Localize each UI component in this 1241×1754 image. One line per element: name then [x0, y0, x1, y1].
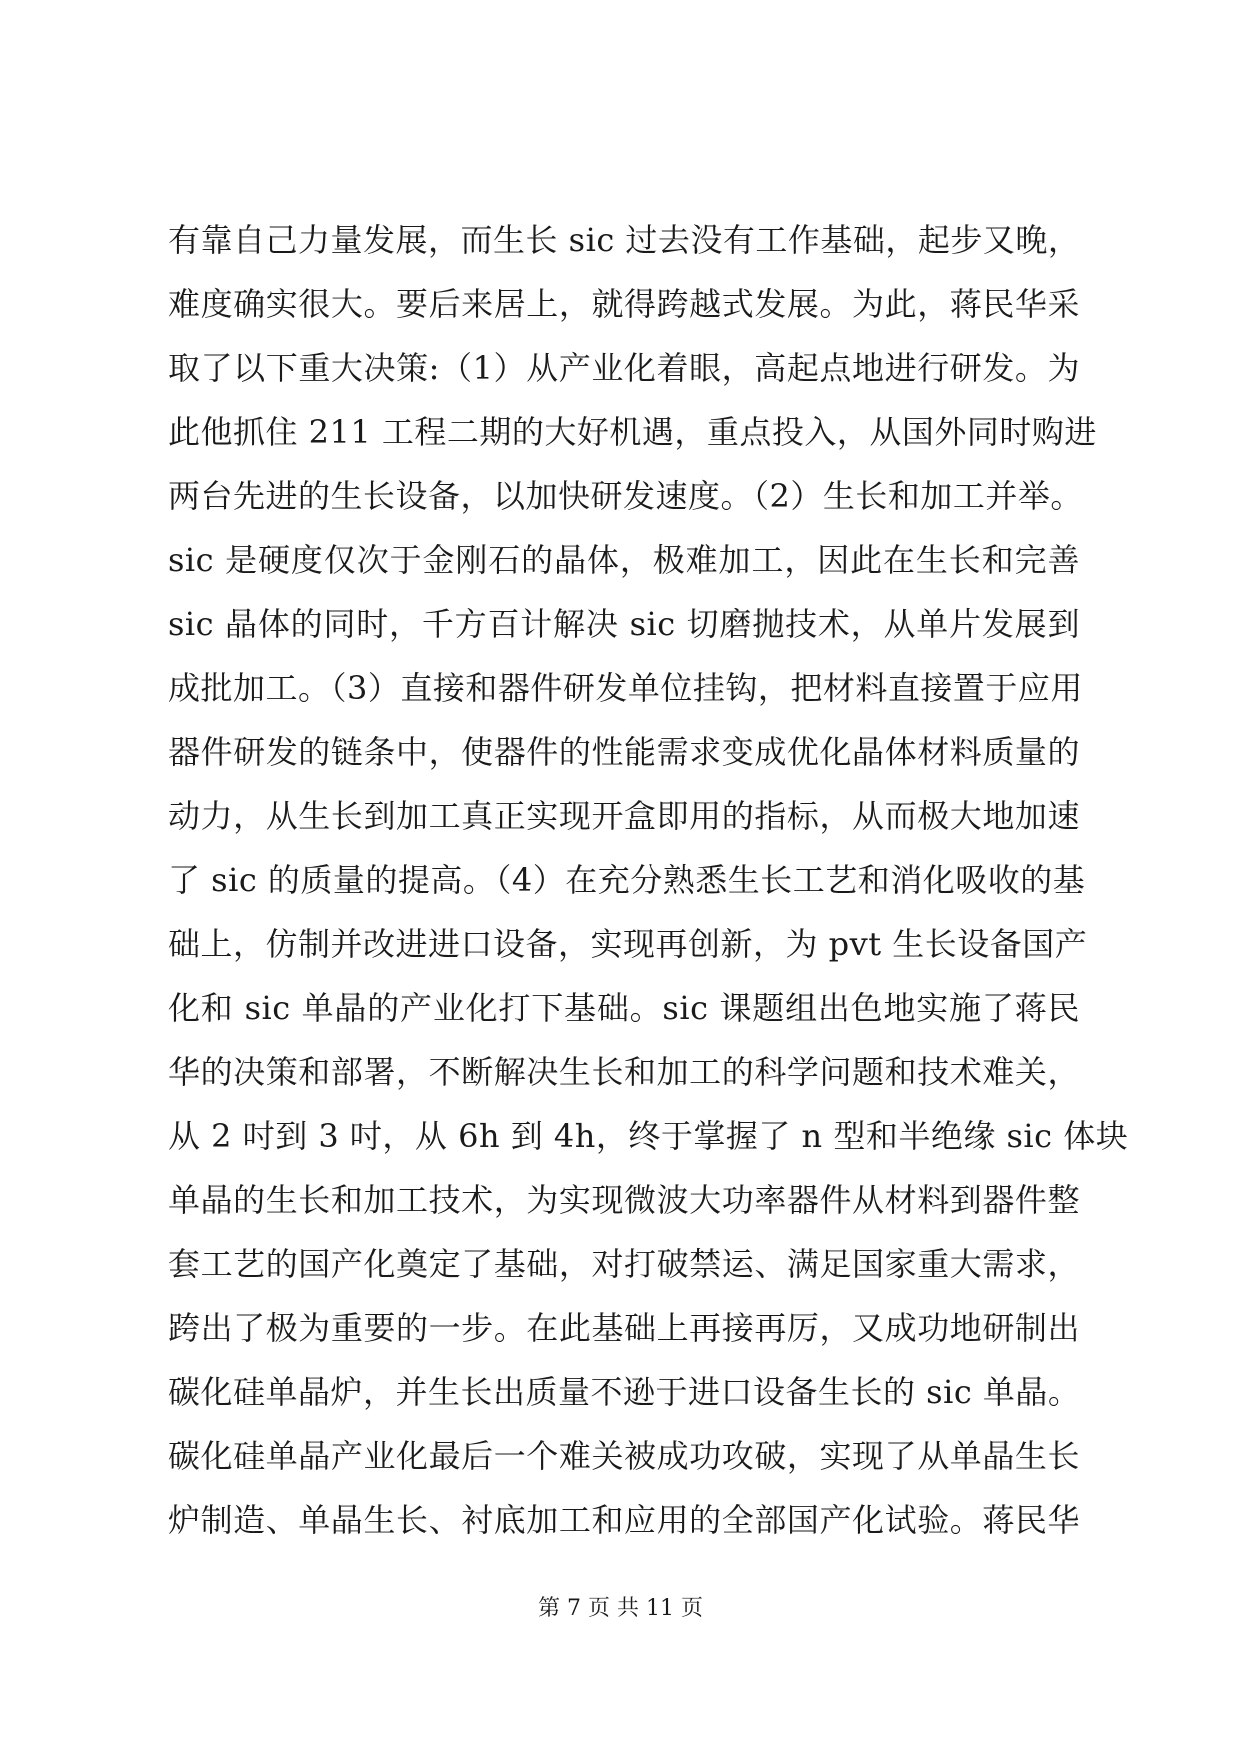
body-paragraph — [168, 208, 1129, 1552]
text-line: 跨出了极为重要的一步。在此基础上再接再厉，又成功地研制出 — [168, 1309, 1080, 1347]
text-line: 础上，仿制并改进进口设备，实现再创新，为 pvt 生长设备国产 — [168, 925, 1088, 963]
text-line: 成批加工。（3）直接和器件研发单位挂钩，把材料直接置于应用 — [168, 669, 1083, 707]
text-line: 套工艺的国产化奠定了基础，对打破禁运、满足国家重大需求， — [168, 1245, 1080, 1283]
text-line: 炉制造、单晶生长、衬底加工和应用的全部国产化试验。蒋民华 — [168, 1501, 1080, 1539]
text-line: 华的决策和部署，不断解决生长和加工的科学问题和技术难关， — [168, 1053, 1080, 1091]
text-line: 两台先进的生长设备，以加快研发速度。（2）生长和加工并举。 — [168, 477, 1083, 515]
text-line: 从 2 吋到 3 吋，从 6h 到 4h，终于掌握了 n 型和半绝缘 sic 体块 — [168, 1117, 1129, 1155]
text-line: 器件研发的链条中，使器件的性能需求变成优化晶体材料质量的 — [168, 733, 1080, 771]
text-line: 碳化硅单晶产业化最后一个难关被成功攻破，实现了从单晶生长 — [168, 1437, 1080, 1475]
text-line: sic 晶体的同时，千方百计解决 sic 切磨抛技术，从单片发展到 — [168, 605, 1080, 643]
text-line: 难度确实很大。要后来居上，就得跨越式发展。为此，蒋民华采 — [168, 285, 1080, 323]
text-line: 动力，从生长到加工真正实现开盒即用的指标，从而极大地加速 — [168, 797, 1080, 835]
text-line: 取了以下重大决策:（1）从产业化着眼，高起点地进行研发。为 — [168, 349, 1080, 387]
text-line: 此他抓住 211 工程二期的大好机遇，重点投入，从国外同时购进 — [168, 413, 1097, 451]
page-number-footer: 第 7 页 共 11 页 — [538, 1596, 703, 1621]
text-line: 有靠自己力量发展，而生长 sic 过去没有工作基础，起步又晚， — [168, 221, 1081, 259]
text-line: 了 sic 的质量的提高。（4）在充分熟悉生长工艺和消化吸收的基 — [168, 861, 1086, 899]
text-line: 化和 sic 单晶的产业化打下基础。sic 课题组出色地实施了蒋民 — [168, 989, 1080, 1027]
text-line: sic 是硬度仅次于金刚石的晶体，极难加工，因此在生长和完善 — [168, 541, 1080, 579]
text-line: 碳化硅单晶炉，并生长出质量不逊于进口设备生长的 sic 单晶。 — [168, 1373, 1081, 1411]
text-line: 单晶的生长和加工技术，为实现微波大功率器件从材料到器件整 — [168, 1181, 1080, 1219]
